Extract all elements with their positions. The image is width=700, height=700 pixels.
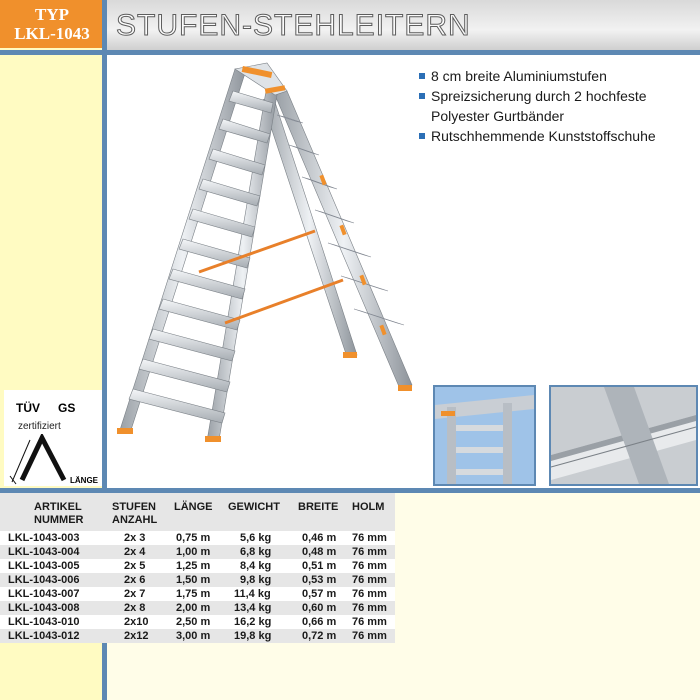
detail-photo-platform (433, 385, 536, 486)
table-row (0, 545, 395, 559)
header-anzahl: ANZAHL (112, 514, 158, 526)
cell-stufen: 2x10 (124, 616, 149, 628)
feature-item (419, 66, 699, 86)
cell-artikel: LKL-1043-012 (8, 630, 80, 642)
tuv-label: TÜV (16, 401, 40, 415)
cell-breite: 0,66 m (302, 616, 337, 628)
cell-holm: 76 mm (352, 574, 387, 586)
cell-holm: 76 mm (352, 602, 387, 614)
feature-item (419, 86, 699, 126)
table-row (0, 573, 395, 587)
header-stufen: STUFEN (112, 501, 156, 513)
cell-laenge: 1,00 m (176, 546, 211, 558)
certified-label: zertifiziert (18, 421, 61, 432)
cell-artikel: LKL-1043-004 (8, 546, 80, 558)
cell-holm: 76 mm (352, 630, 387, 642)
cell-gewicht: 19,8 kg (234, 630, 272, 642)
cell-artikel: LKL-1043-005 (8, 560, 80, 572)
table-row (0, 559, 395, 573)
table-row (0, 629, 395, 643)
feature-text: 8 cm breite Aluminiumstufen (431, 68, 607, 84)
type-label: TYP (35, 5, 69, 24)
feature-text: Rutschhemmende Kunststoffschuhe (431, 128, 656, 144)
cell-stufen: 2x 3 (124, 532, 146, 544)
table-row (0, 531, 395, 545)
cell-laenge: 1,75 m (176, 588, 211, 600)
header-artikel: ARTIKEL (34, 501, 82, 513)
cell-artikel: LKL-1043-006 (8, 574, 80, 586)
cell-gewicht: 11,4 kg (234, 588, 271, 600)
cell-breite: 0,57 m (302, 588, 337, 600)
header-nummer: NUMMER (34, 514, 84, 526)
cell-gewicht: 13,4 kg (234, 602, 272, 614)
feature-text: Spreizsicherung durch 2 hochfeste Polyester Gurtbänder (431, 88, 647, 124)
cell-artikel: LKL-1043-008 (8, 602, 80, 614)
cell-artikel: LKL-1043-010 (8, 616, 80, 628)
type-model: LKL-1043 (14, 24, 90, 43)
cell-breite: 0,53 m (302, 574, 337, 586)
cell-laenge: 2,00 m (176, 602, 211, 614)
cell-stufen: 2x 6 (124, 574, 146, 586)
cell-gewicht: 9,8 kg (240, 574, 272, 586)
feature-list (419, 66, 699, 146)
cell-stufen: 2x 5 (124, 560, 146, 572)
cell-laenge: 1,50 m (176, 574, 211, 586)
cell-artikel: LKL-1043-007 (8, 588, 80, 600)
bullet-icon (419, 93, 425, 99)
detail-photo-step (549, 385, 698, 486)
cell-holm: 76 mm (352, 616, 387, 628)
table-header (0, 493, 395, 531)
cell-breite: 0,48 m (302, 546, 337, 558)
cell-stufen: 2x 8 (124, 602, 146, 614)
cell-laenge: 1,25 m (176, 560, 211, 572)
cell-breite: 0,72 m (302, 630, 337, 642)
bullet-icon (419, 133, 425, 139)
cell-artikel: LKL-1043-003 (8, 532, 80, 544)
gs-label: GS (58, 401, 76, 415)
cell-laenge: 0,75 m (176, 532, 211, 544)
cell-gewicht: 5,6 kg (240, 532, 272, 544)
cell-breite: 0,60 m (302, 602, 337, 614)
cell-breite: 0,51 m (302, 560, 337, 572)
cell-gewicht: 6,8 kg (240, 546, 272, 558)
cell-holm: 76 mm (352, 588, 387, 600)
cell-holm: 76 mm (352, 532, 387, 544)
cell-gewicht: 8,4 kg (240, 560, 272, 572)
header-breite: BREITE (298, 501, 339, 513)
cell-breite: 0,46 m (302, 532, 337, 544)
cell-holm: 76 mm (352, 560, 387, 572)
certification-box (4, 390, 102, 486)
bullet-icon (419, 73, 425, 79)
cell-stufen: 2x12 (124, 630, 149, 642)
cell-laenge: 2,50 m (176, 616, 211, 628)
table-row (0, 615, 395, 629)
cell-stufen: 2x 4 (124, 546, 146, 558)
header-holm: HOLM (352, 501, 385, 513)
table-row (0, 587, 395, 601)
ladder-illustration (107, 55, 417, 485)
cell-gewicht: 16,2 kg (234, 616, 272, 628)
page-title: STUFEN-STEHLEITERN (116, 9, 471, 42)
table-row (0, 601, 395, 615)
length-label: LÄNGE (70, 476, 98, 485)
cell-stufen: 2x 7 (124, 588, 146, 600)
type-box (0, 0, 104, 48)
header-laenge: LÄNGE (174, 501, 213, 513)
cell-holm: 76 mm (352, 546, 387, 558)
header-gewicht: GEWICHT (228, 501, 280, 513)
feature-item (419, 126, 699, 146)
cell-laenge: 3,00 m (176, 630, 211, 642)
